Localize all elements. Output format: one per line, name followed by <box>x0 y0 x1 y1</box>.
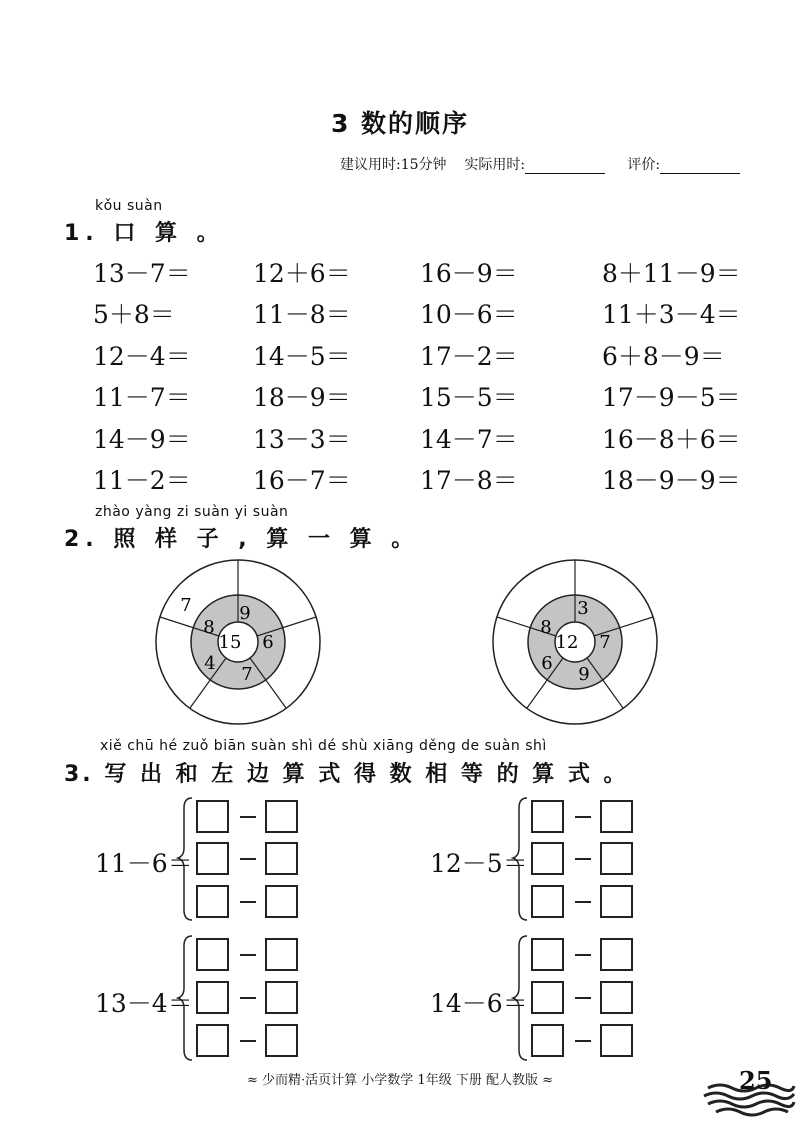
page-number: 25 <box>739 1066 773 1095</box>
suggested-time-value: 15分钟 <box>400 157 447 173</box>
actual-time-field[interactable] <box>525 159 605 174</box>
wheel-inner-value: 3 <box>577 598 589 619</box>
minus-sign <box>240 997 256 999</box>
expression-11-6: 11－6＝ <box>95 849 193 878</box>
suggested-time-label: 建议用时: <box>340 157 401 173</box>
section1-heading: 1. 口 算 。 <box>64 221 225 246</box>
equation[interactable]: 12－4＝ <box>93 342 191 371</box>
time-bar <box>340 154 740 174</box>
minus-sign <box>575 1040 591 1042</box>
minus-sign <box>575 901 591 903</box>
answer-box[interactable] <box>600 800 633 833</box>
equation[interactable]: 14－9＝ <box>93 425 191 454</box>
expression-13-4: 13－4＝ <box>95 989 193 1018</box>
answer-box[interactable] <box>265 800 298 833</box>
wave-right-icon: ≈ <box>537 1073 553 1088</box>
equation[interactable]: 17－8＝ <box>420 466 518 495</box>
wheel-inner-value: 6 <box>541 653 553 674</box>
section2-pinyin: zhào yàng zi suàn yi suàn <box>95 504 289 520</box>
minus-sign <box>240 901 256 903</box>
wheel-inner-value: 9 <box>578 664 590 685</box>
minus-sign <box>575 816 591 818</box>
answer-box[interactable] <box>196 800 229 833</box>
answer-box[interactable] <box>600 981 633 1014</box>
equation[interactable]: 14－5＝ <box>253 342 351 371</box>
actual-time-label: 实际用时: <box>464 157 526 173</box>
answer-box[interactable] <box>531 885 564 918</box>
wheel-inner-value: 6 <box>262 632 274 653</box>
answer-box[interactable] <box>196 842 229 875</box>
equation[interactable]: 17－9－5＝ <box>602 383 741 412</box>
section2-heading: 2. 照 样 子 , 算 一 算 。 <box>64 527 420 552</box>
wheel-center-value: 12 <box>555 632 579 653</box>
number-wheel-2 <box>493 560 657 724</box>
answer-box[interactable] <box>265 938 298 971</box>
wheel-inner-value: 9 <box>239 603 251 624</box>
minus-sign <box>575 954 591 956</box>
wheel-inner-value: 7 <box>241 664 253 685</box>
answer-box[interactable] <box>600 1024 633 1057</box>
answer-box[interactable] <box>196 981 229 1014</box>
equation[interactable]: 8＋11－9＝ <box>602 259 741 288</box>
minus-sign <box>240 816 256 818</box>
wheel-outer-value: 7 <box>180 595 192 616</box>
wheel-inner-value: 7 <box>599 632 611 653</box>
answer-box[interactable] <box>600 938 633 971</box>
answer-box[interactable] <box>531 1024 564 1057</box>
evaluation-label: 评价: <box>627 157 661 173</box>
answer-box[interactable] <box>531 981 564 1014</box>
answer-box[interactable] <box>265 842 298 875</box>
minus-sign <box>575 858 591 860</box>
equation[interactable]: 11－8＝ <box>253 300 351 329</box>
answer-box[interactable] <box>600 885 633 918</box>
wheel-center-value: 15 <box>218 632 242 653</box>
equation[interactable]: 15－5＝ <box>420 383 518 412</box>
minus-sign <box>240 954 256 956</box>
number-wheels <box>0 555 800 730</box>
equation[interactable]: 12＋6＝ <box>253 259 351 288</box>
bracket-lines <box>0 790 800 1065</box>
answer-box[interactable] <box>531 842 564 875</box>
section3-pinyin: xiě chū hé zuǒ biān suàn shì dé shù xiāng děng de suàn shì <box>100 738 547 754</box>
equation[interactable]: 18－9－9＝ <box>602 466 741 495</box>
equation[interactable]: 18－9＝ <box>253 383 351 412</box>
expression-14-6: 14－6＝ <box>430 989 528 1018</box>
equation[interactable]: 10－6＝ <box>420 300 518 329</box>
wave-left-icon: ≈ <box>247 1073 263 1088</box>
equation[interactable]: 11－7＝ <box>93 383 191 412</box>
page-title: 3 数的顺序 <box>330 109 470 138</box>
wheel-inner-value: 4 <box>204 653 216 674</box>
equation[interactable]: 14－7＝ <box>420 425 518 454</box>
answer-box[interactable] <box>265 1024 298 1057</box>
footer-text: 少而精·活页计算 小学数学 1年级 下册 配人教版 <box>262 1073 538 1088</box>
equation[interactable]: 6＋8－9＝ <box>602 342 725 371</box>
minus-sign <box>575 997 591 999</box>
minus-sign <box>240 1040 256 1042</box>
answer-box[interactable] <box>196 885 229 918</box>
expression-12-5: 12－5＝ <box>430 849 528 878</box>
equation[interactable]: 11＋3－4＝ <box>602 300 741 329</box>
minus-sign <box>240 858 256 860</box>
footer <box>0 1069 800 1088</box>
answer-box[interactable] <box>196 938 229 971</box>
answer-box[interactable] <box>531 938 564 971</box>
equation[interactable]: 13－3＝ <box>253 425 351 454</box>
answer-box[interactable] <box>265 885 298 918</box>
wheel-inner-value: 8 <box>203 617 215 638</box>
equation[interactable]: 16－8＋6＝ <box>602 425 741 454</box>
equation[interactable]: 17－2＝ <box>420 342 518 371</box>
equation[interactable]: 11－2＝ <box>93 466 191 495</box>
equation[interactable]: 13－7＝ <box>93 259 191 288</box>
answer-box[interactable] <box>265 981 298 1014</box>
section1-pinyin: kǒu suàn <box>95 198 163 214</box>
answer-box[interactable] <box>531 800 564 833</box>
equation[interactable]: 16－9＝ <box>420 259 518 288</box>
wheel-inner-value: 8 <box>540 617 552 638</box>
answer-box[interactable] <box>196 1024 229 1057</box>
evaluation-field[interactable] <box>660 159 740 174</box>
answer-box[interactable] <box>600 842 633 875</box>
equation[interactable]: 16－7＝ <box>253 466 351 495</box>
number-wheel-1 <box>156 560 320 724</box>
section3-heading: 3. 写 出 和 左 边 算 式 得 数 相 等 的 算 式 。 <box>64 762 629 787</box>
equation[interactable]: 5＋8＝ <box>93 300 175 329</box>
